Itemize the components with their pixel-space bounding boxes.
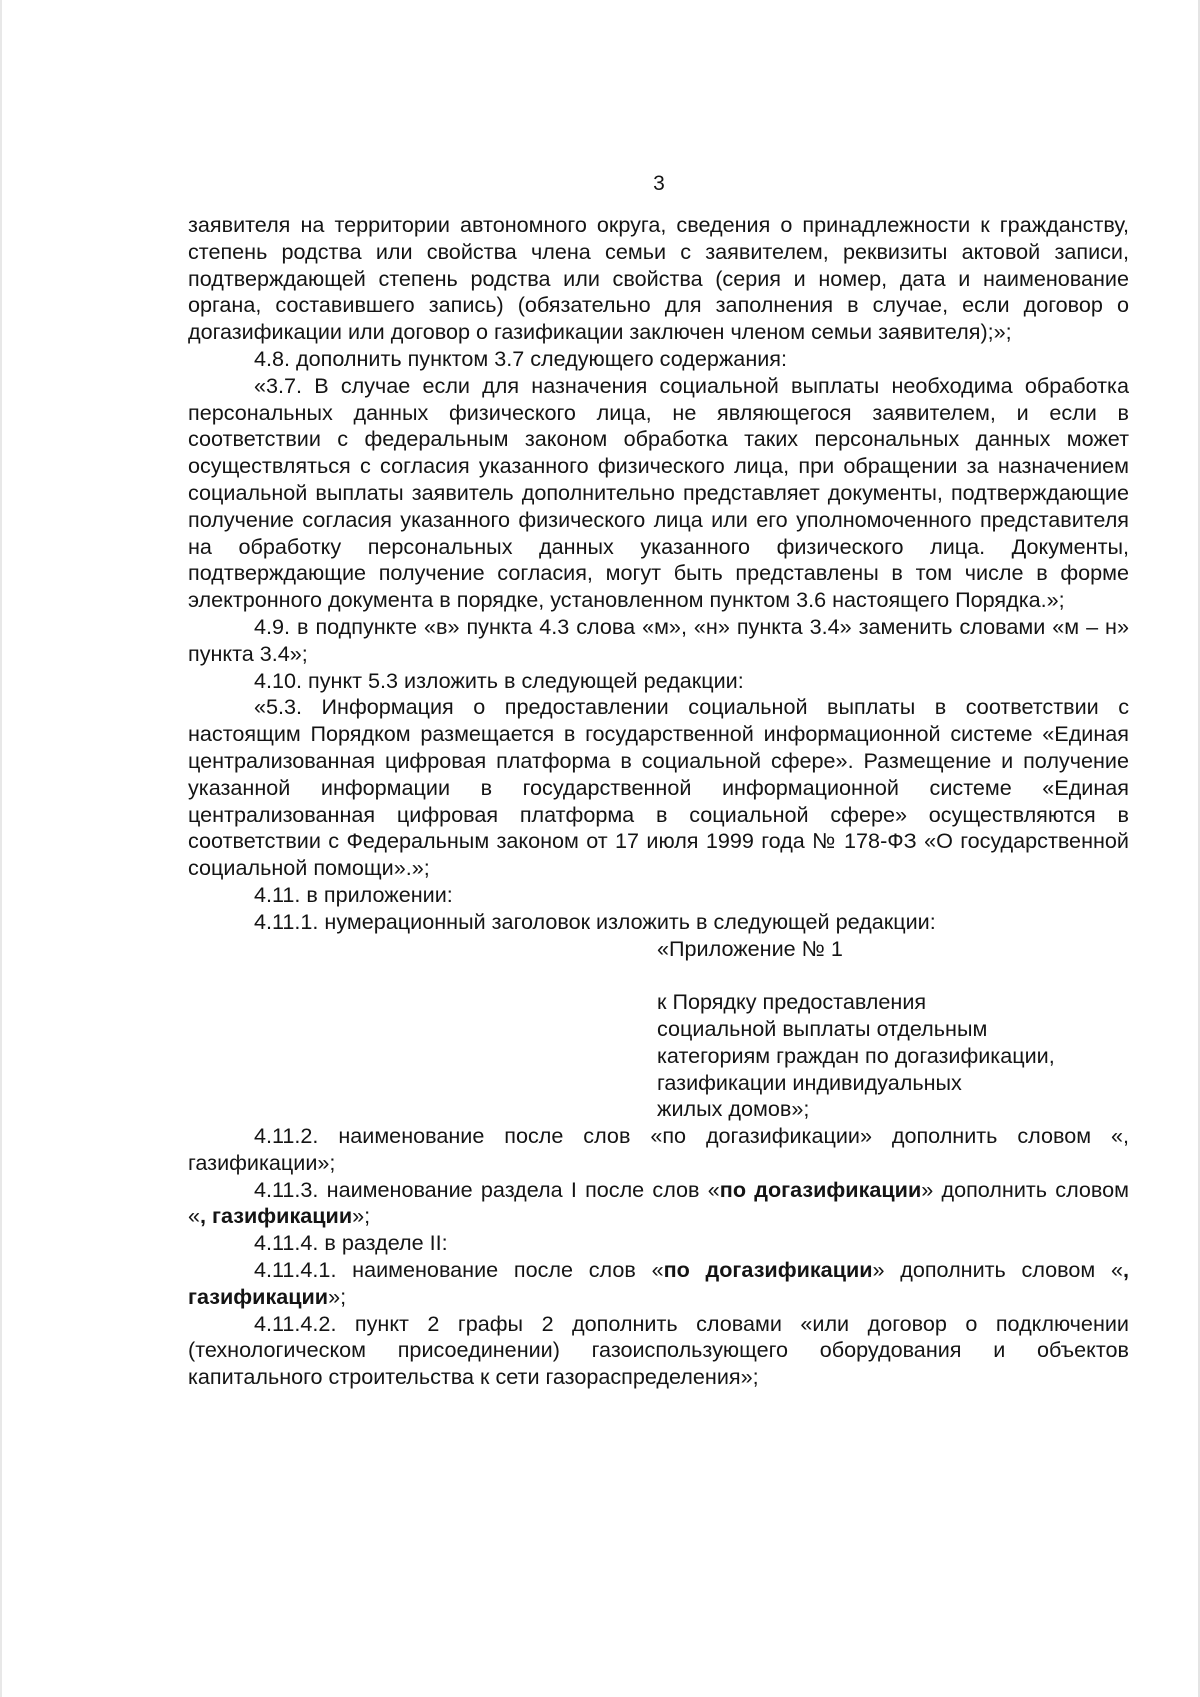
paragraph-5-3: «5.3. Информация о предоставлении социальной выплаты в соответствии с настоящим Порядком размещается в государственной информационной системе «Единая централизованная цифровая платформа в социальной сфере». Размещение и получение указанной информации в государственной информационной системе «Единая централизованная цифровая платформа в социальной сфере» осуществляются в соответствии с Федеральным законом от 17 июля 1999 года № 178-ФЗ «О государственной социальной помощи».»; xyxy=(188,694,1129,881)
appendix-line: к Порядку предоставления xyxy=(657,989,927,1015)
paragraph-4-11-1: 4.11.1. нумерационный заголовок изложить в следующей редакции: xyxy=(254,908,936,934)
appendix-title: «Приложение № 1 xyxy=(657,935,843,961)
paragraph-4-8: 4.8. дополнить пунктом 3.7 следующего содержания: xyxy=(254,345,788,371)
scan-edge-left xyxy=(0,0,2,1697)
paragraph-applicant-info: заявителя на территории автономного округа, сведения о принадлежности к гражданству, степень родства или свойства члена семьи с заявителем, реквизиты актовой записи, подтверждающей степень родства или свойства (серия и номер, дата и наименование органа, составившего запись) (обязательно для заполнения в случае, если договор о догазификации или договор о газификации заключен членом семьи заявителя);»; xyxy=(188,212,1129,345)
appendix-line: категориям граждан по догазификации, xyxy=(657,1042,1055,1068)
paragraph-4-11-4-1 xyxy=(188,1257,1129,1311)
bold-text-segment: , газификации xyxy=(188,1257,1129,1309)
document-body xyxy=(188,212,1129,1391)
paragraph-4-11: 4.11. в приложении: xyxy=(254,881,453,907)
appendix-line: газификации индивидуальных xyxy=(657,1069,962,1095)
appendix-line: жилых домов»; xyxy=(657,1096,810,1122)
appendix-heading-block xyxy=(657,936,1129,1124)
paragraph-4-10: 4.10. пункт 5.3 изложить в следующей редакции: xyxy=(254,667,744,693)
text-segment: »; xyxy=(352,1203,371,1229)
page-number: 3 xyxy=(653,172,665,195)
paragraph-4-11-2: 4.11.2. наименование после слов «по догазификации» дополнить словом «, газификации»; xyxy=(188,1123,1129,1175)
bold-text-segment: по догазификации xyxy=(663,1257,873,1283)
paragraph-3-7: «3.7. В случае если для назначения социальной выплаты необходима обработка персональных данных физического лица, не являющегося заявителем, и если в соответствии с федеральным законом обработка таких персональных данных может осуществляться с согласия указанного физического лица, при обращении за назначением социальной выплаты заявитель дополнительно представляет документы, подтверждающие получение согласия указанного физического лица или его уполномоченного представителя на обработку персональных данных указанного физического лица. Документы, подтверждающие получение согласия, могут быть представлены в том числе в форме электронного документа в порядке, установленном пунктом 3.6 настоящего Порядка.»; xyxy=(188,372,1129,613)
appendix-line: социальной выплаты отдельным xyxy=(657,1015,988,1041)
paragraph-4-11-3 xyxy=(188,1177,1129,1231)
text-segment: » дополнить словом « xyxy=(188,1176,1129,1229)
paragraph-4-11-4-2: 4.11.4.2. пункт 2 графы 2 дополнить словами «или договор о подключении (технологическом присоединении) газоиспользующего оборудования и объектов капитального строительства к сети газораспределения»; xyxy=(188,1310,1129,1390)
bold-text-segment: по догазификации xyxy=(719,1176,922,1202)
bold-text-segment: , газификации xyxy=(200,1203,353,1229)
paragraph-4-9: 4.9. в подпункте «в» пункта 4.3 слова «м», «н» пункта 3.4» заменить словами «м – н» пункта 3.4»; xyxy=(188,613,1129,666)
text-segment: »; xyxy=(328,1283,347,1309)
text-segment: 4.11.3. наименование раздела I после слов « xyxy=(254,1176,720,1202)
text-segment: 4.11.4.1. наименование после слов « xyxy=(254,1257,664,1283)
paragraph-4-11-4: 4.11.4. в разделе II: xyxy=(254,1230,448,1256)
text-segment: » дополнить словом « xyxy=(872,1257,1123,1283)
appendix-spacer xyxy=(657,962,1129,989)
